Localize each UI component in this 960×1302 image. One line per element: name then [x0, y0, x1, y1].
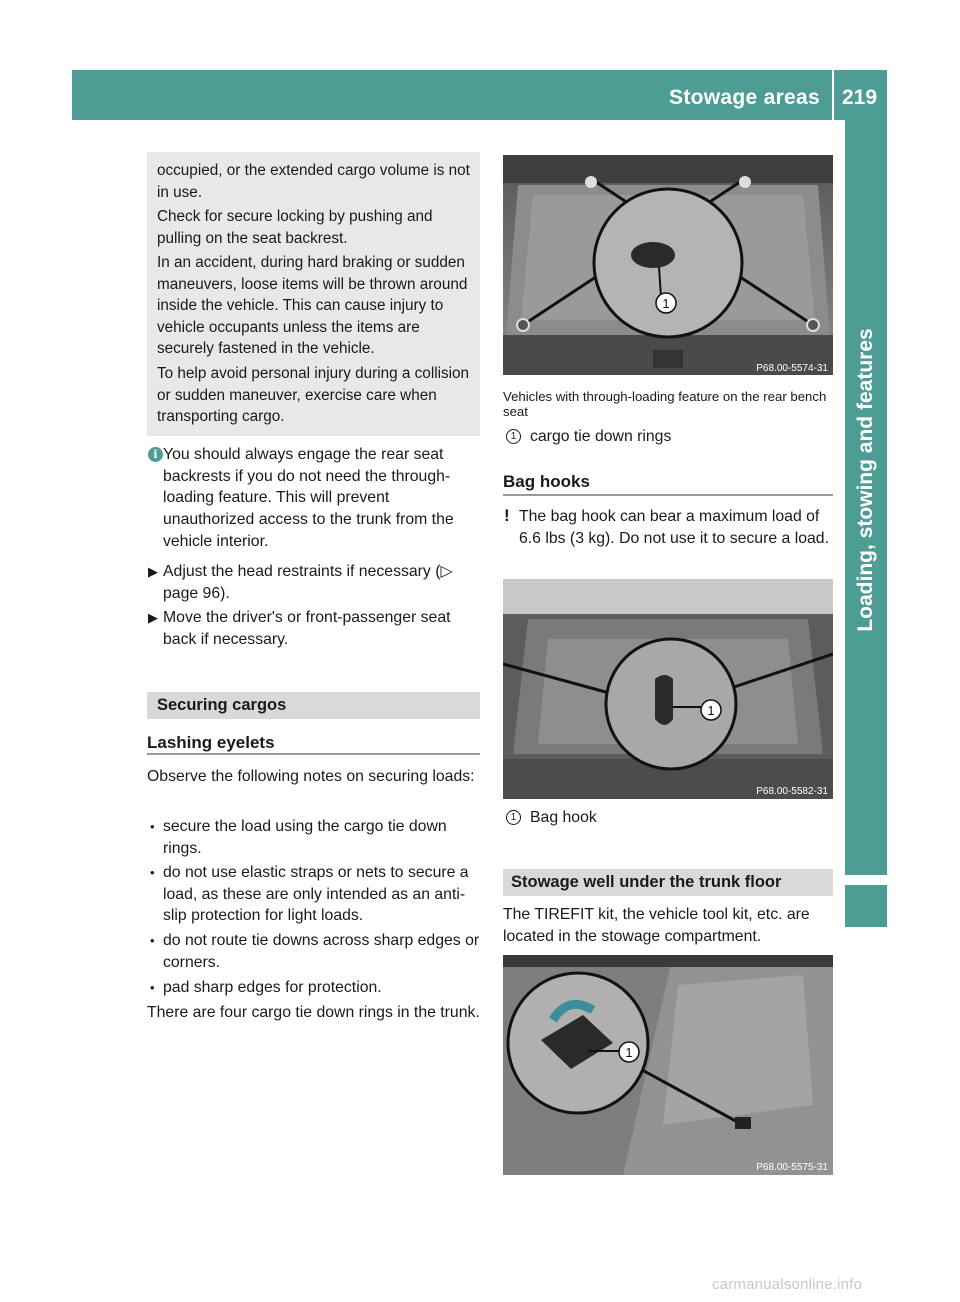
bullet-item: do not use elastic straps or nets to secure a load, as these are only intended as an anti-slip protection for light loads.: [163, 864, 469, 925]
warning-text: occupied, or the extended cargo volume is not in use.: [157, 162, 470, 201]
info-note: You should always engage the rear seat backrests if you do not need the through-loading feature. This will prevent unauthorized access to the trunk from the vehicle interior.: [163, 446, 454, 550]
running-header-title: Stowage areas: [669, 86, 820, 109]
page-number: 219: [842, 86, 878, 109]
caution-icon: !: [504, 506, 510, 525]
figure-code: P68.00-5575-31: [756, 1162, 828, 1173]
figure-code: P68.00-5574-31: [756, 363, 828, 374]
legend-number: 1: [506, 429, 521, 444]
caution-text: The bag hook can bear a maximum load of 6.6 lbs (3 kg). Do not use it to secure a load.: [519, 508, 829, 547]
bullet-item: secure the load using the cargo tie down rings.: [163, 818, 447, 857]
subsection-heading: Lashing eyelets: [147, 733, 275, 752]
subsection-heading: Bag hooks: [503, 472, 590, 491]
bullet-icon: •: [150, 980, 155, 995]
bullet-icon: •: [150, 819, 155, 834]
section-heading: Stowage well under the trunk floor: [511, 873, 782, 891]
warning-text: To help avoid personal injury during a collision or sudden maneuver, exercise care when transporting cargo.: [157, 365, 470, 426]
trunk-tie-down-figure: [503, 155, 833, 375]
watermark-text: carmanualsonline.info: [712, 1276, 863, 1293]
stowage-compartment-figure: [503, 955, 833, 1175]
chapter-side-marker: [845, 885, 887, 927]
bag-hook-figure: [503, 579, 833, 799]
bullet-icon: •: [150, 933, 155, 948]
figure-callout-number: 1: [662, 296, 670, 311]
closing-paragraph: There are four cargo tie down rings in the trunk.: [147, 1004, 480, 1021]
step-item: Move the driver's or front-passenger seat back if necessary.: [163, 609, 451, 648]
chapter-side-tab-label: Loading, stowing and features: [854, 328, 877, 632]
header-separator: [832, 70, 834, 120]
figure-code: P68.00-5582-31: [756, 786, 828, 797]
warning-text: Check for secure locking by pushing and pulling on the seat backrest.: [157, 208, 433, 247]
bullet-icon: •: [150, 865, 155, 880]
info-icon: i: [148, 447, 163, 462]
bullet-item: do not route tie downs across sharp edges or corners.: [163, 932, 480, 971]
step-item: Adjust the head restraints if necessary (▷ page 96).: [163, 563, 453, 602]
figure-callout-number: 1: [707, 703, 715, 718]
stowage-paragraph: The TIREFIT kit, the vehicle tool kit, etc. are located in the stowage compartment.: [503, 906, 810, 945]
bullet-item: pad sharp edges for protection.: [163, 979, 382, 996]
legend-text: Bag hook: [530, 809, 597, 826]
legend-number: 1: [506, 810, 521, 825]
figure-callout-number: 1: [625, 1045, 633, 1060]
warning-text: In an accident, during hard braking or sudden maneuvers, loose items will be thrown around inside the vehicle. This can cause injury to vehicle occupants unless the items are securely fastened in the vehicle.: [157, 254, 468, 358]
legend-text: cargo tie down rings: [530, 428, 672, 445]
figure-caption: Vehicles with through-loading feature on the rear bench seat: [503, 389, 827, 419]
heading-rule: [503, 494, 833, 496]
step-arrow-icon: ▶: [148, 564, 158, 579]
section-heading: Securing cargos: [157, 696, 287, 714]
step-arrow-icon: ▶: [148, 610, 158, 625]
intro-paragraph: Observe the following notes on securing loads:: [147, 768, 475, 785]
heading-rule: [147, 753, 480, 755]
